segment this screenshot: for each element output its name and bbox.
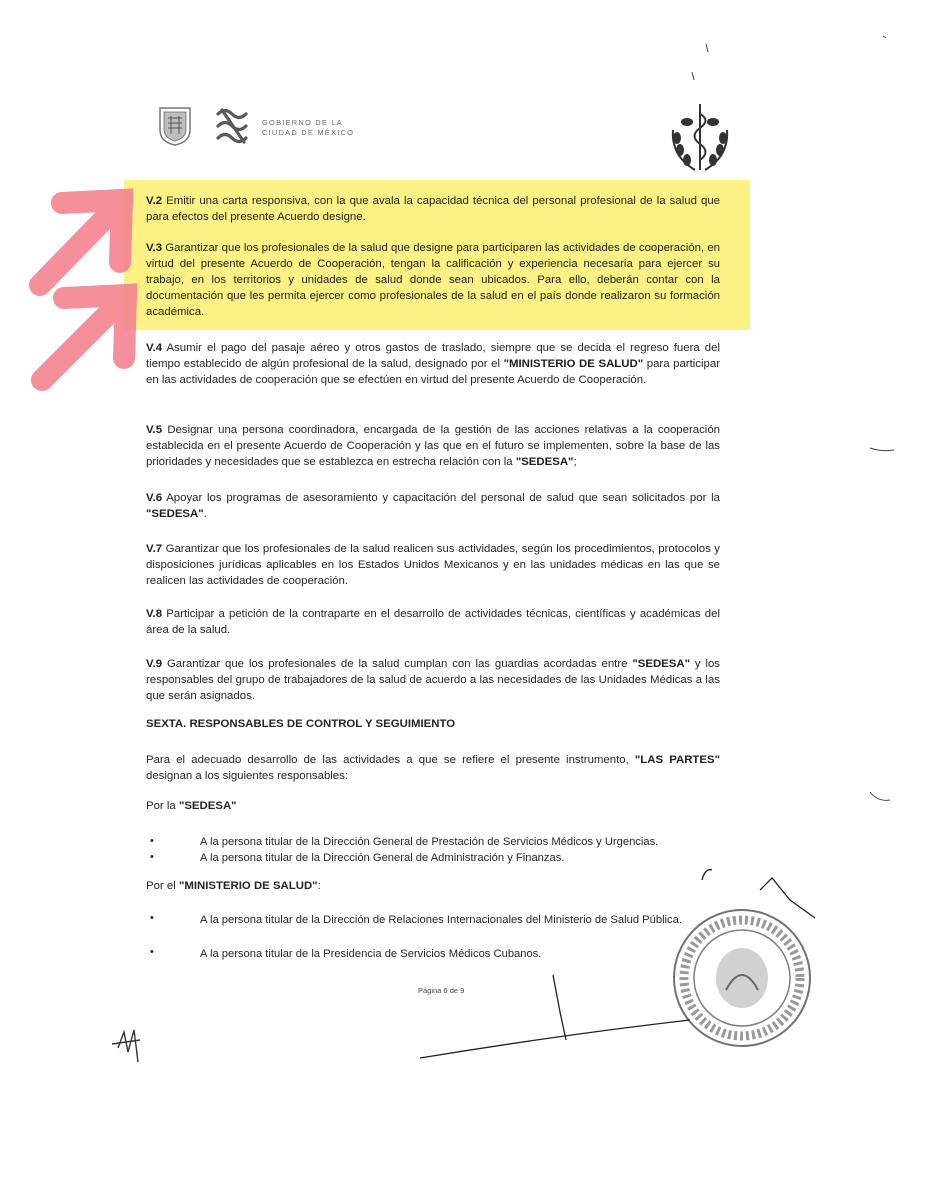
clause-text: Designar una persona coordinadora, encargada de la gestión de las acciones relativas a la cooperación establecida en el presente Acuerdo de Cooperación y las que en el futuro se implementen, sobre la base de las prioridades y necesidades que se establezca en estrecha relación con la (146, 424, 720, 468)
gov-name-line1: GOBIERNO DE LA (262, 118, 343, 127)
health-emblem-logo (665, 100, 735, 176)
clause-party-name: "MINISTERIO DE SALUD" (503, 358, 644, 370)
coat-of-arms-logo (158, 104, 192, 146)
sedesa-prefix: Por la (146, 800, 176, 812)
intro-text: Para el adecuado desarrollo de las actividades a que se refiere el presente instrumento, (146, 754, 629, 766)
clause-v3 (146, 240, 720, 320)
clause-v7 (146, 541, 720, 589)
clause-text: Garantizar que los profesionales de la salud cumplan con las guardias acordadas entre (166, 658, 628, 670)
clause-number: V.9 (146, 658, 163, 670)
clause-number: V.7 (146, 543, 163, 555)
bullet-glyph: • (150, 946, 154, 958)
bullet-glyph: • (150, 912, 154, 924)
ministerio-suffix: : (317, 880, 321, 892)
clause-text: Apoyar los programas de asesoramiento y capacitación del personal de salud que sean solicitados por la (166, 492, 720, 504)
bullet-glyph: • (150, 851, 154, 863)
clause-text: Asumir el pago del pasaje aéreo y otros gastos de traslado, siempre que se decida el regreso fuera del tiempo establecido de algún profesional de la salud, designado por el (146, 342, 720, 370)
ministerio-label (146, 880, 321, 892)
pink-arrow-lower (42, 295, 126, 380)
page-number: Página 6 de 9 (418, 985, 465, 995)
clause-text: ; (573, 456, 577, 468)
clause-v8 (146, 606, 720, 638)
clause-party-name: "SEDESA" (146, 508, 204, 520)
sedesa-responsible-2: A la persona titular de la Dirección General de Administración y Finanzas. (200, 852, 565, 864)
clause-number: V.6 (146, 492, 163, 504)
pink-arrow-upper (40, 200, 122, 285)
clause-party-name: "SEDESA" (632, 658, 690, 670)
clause-v5 (146, 422, 720, 470)
gov-name-line2: CIUDAD DE MÉXICO (262, 128, 355, 137)
sexta-intro (146, 752, 720, 784)
clause-number: V.8 (146, 608, 163, 620)
sedesa-name: "SEDESA" (178, 800, 237, 812)
clause-party-name: "SEDESA" (515, 456, 574, 468)
ministerio-name: "MINISTERIO DE SALUD" (178, 880, 318, 892)
clause-number: V.3 (146, 242, 163, 254)
clause-number: V.4 (146, 342, 163, 354)
ministerio-prefix: Por el (146, 880, 176, 892)
clause-number: V.5 (146, 424, 163, 436)
clause-text: . (203, 508, 207, 520)
clause-v2 (146, 193, 720, 225)
bullet-glyph: • (150, 835, 154, 847)
intro-party-name: "LAS PARTES" (634, 754, 720, 766)
clause-text: Garantizar que los profesionales de la salud realicen sus actividades, según los procedimientos, protocolos y disposiciones jurídicas aplicables en los Estados Unidos Mexicanos y en las unidades médicas en las que se realicen las actividades de cooperación. (146, 543, 720, 587)
clause-text: y los responsables del grupo de trabajadores de la salud de acuerdo a las necesidades de las Unidades Médicas a las que serán asignados. (146, 658, 720, 702)
clause-text: Garantizar que los profesionales de la salud que designe para participaren las actividades de cooperación, en virtud del presente Acuerdo de Cooperación, tengan la calificación y experiencia necesaria para ejercer su trabajo, en los territorios y unidades de salud donde sean ubicados. Para ello, deberán contar con la documentación que les permita ejercer como profesionales de la salud en el país donde realizaron su formación académica. (146, 242, 720, 318)
sedesa-label (146, 800, 237, 812)
official-seal (674, 910, 810, 1046)
government-name (262, 118, 354, 138)
clause-text: para participar en las actividades de cooperación que se efectúen en virtud del presente Acuerdo de Cooperación. (146, 358, 720, 386)
handwritten-signature (420, 870, 815, 1058)
ministerio-responsible-1: A la persona titular de la Dirección de Relaciones Internacionales del Ministerio de Salud Pública. (200, 914, 682, 926)
clause-v4 (146, 340, 720, 388)
sedesa-responsible-1: A la persona titular de la Dirección General de Prestación de Servicios Médicos y Urgencias. (200, 836, 659, 848)
cdmx-logo (210, 102, 256, 148)
clause-v6 (146, 490, 720, 522)
clause-text: Emitir una carta responsiva, con la que avala la capacidad técnica del personal profesional de la salud que para efectos del presente Acuerdo designe. (146, 195, 720, 223)
clause-text: Participar a petición de la contraparte en el desarrollo de actividades técnicas, científicas y académicas del área de la salud. (146, 608, 720, 636)
handwritten-initials (112, 1030, 140, 1062)
intro-text: designan a los siguientes responsables: (146, 770, 349, 782)
ministerio-responsible-2: A la persona titular de la Presidencia de Servicios Médicos Cubanos. (200, 948, 542, 960)
clause-v9 (146, 656, 720, 704)
clause-number: V.2 (146, 195, 163, 207)
section-heading: SEXTA. RESPONSABLES DE CONTROL Y SEGUIMIENTO (146, 718, 456, 730)
